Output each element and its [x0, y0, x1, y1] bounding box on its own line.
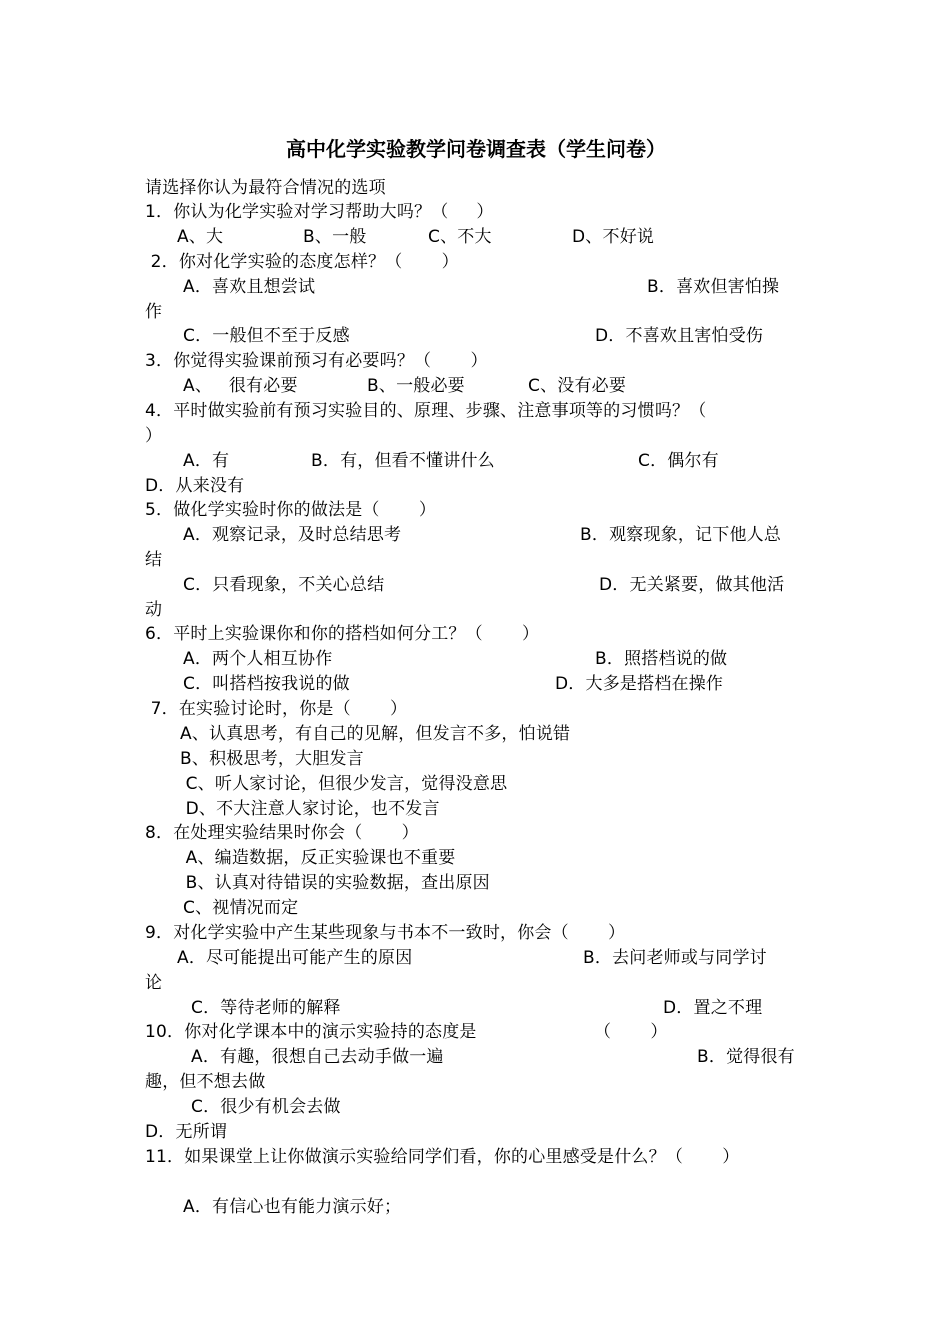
q5-option-d: D．无关紧要，做其他活 [599, 575, 785, 595]
q10-option-b: B．觉得很有 [697, 1047, 795, 1067]
q5-option-b-wrap: 结 [145, 550, 163, 570]
q5-option-b: B．观察现象，记下他人总 [580, 525, 782, 545]
q3-option-c: C、没有必要 [528, 376, 627, 396]
q8-option-b: B、认真对待错误的实验数据，查出原因 [180, 873, 490, 893]
q9-option-d: D．置之不理 [663, 998, 763, 1018]
q9-option-a: A．尽可能提出可能产生的原因 [177, 948, 413, 968]
q10-option-b-wrap: 趣，但不想去做 [145, 1072, 266, 1092]
q2-option-b: B．喜欢但害怕操 [647, 277, 780, 297]
q1-option-a: A、大 [177, 227, 224, 247]
q10-option-c: C．很少有机会去做 [191, 1097, 341, 1117]
q2-option-c: C．一般但不至于反感 [183, 326, 350, 346]
q3-option-b: B、一般必要 [367, 376, 465, 396]
q4-option-a: A．有 [183, 451, 230, 471]
q5-option-d-wrap: 动 [145, 600, 163, 620]
q2-option-b-wrap: 作 [145, 302, 163, 322]
q7-option-c: C、听人家讨论，但很少发言，觉得没意思 [180, 774, 508, 794]
q4-stem-wrap: ） [145, 426, 163, 446]
q3-option-a: A、 很有必要 [183, 376, 298, 396]
q4-option-d: D．从来没有 [145, 476, 245, 496]
q8-stem: 8．在处理实验结果时你会（ ） [145, 823, 419, 843]
q5-stem: 5．做化学实验时你的做法是（ ） [145, 500, 437, 520]
q6-stem: 6．平时上实验课你和你的搭档如何分工？（ ） [145, 624, 540, 644]
q4-stem: 4．平时做实验前有预习实验目的、原理、步骤、注意事项等的习惯吗？（ [145, 401, 707, 421]
q1-option-d: D、不好说 [572, 227, 655, 247]
page-title: 高中化学实验教学问卷调查表（学生问卷） [286, 137, 666, 161]
q3-stem: 3．你觉得实验课前预习有必要吗？（ ） [145, 351, 488, 371]
q2-stem: 2．你对化学实验的态度怎样？（ ） [145, 252, 459, 272]
q7-option-a: A、认真思考，有自己的见解，但发言不多，怕说错 [180, 724, 571, 744]
q8-option-a: A、编造数据，反正实验课也不重要 [180, 848, 456, 868]
q10-stem: 10．你对化学课本中的演示实验持的态度是 [145, 1022, 477, 1042]
q4-option-b: B．有，但看不懂讲什么 [311, 451, 495, 471]
q1-stem: 1．你认为化学实验对学习帮助大吗？（ ） [145, 202, 494, 222]
q6-option-b: B．照搭档说的做 [595, 649, 728, 669]
q9-option-c: C．等待老师的解释 [191, 998, 341, 1018]
q6-option-c: C．叫搭档按我说的做 [183, 674, 350, 694]
q7-option-b: B、积极思考，大胆发言 [180, 749, 364, 769]
q5-option-a: A．观察记录，及时总结思考 [183, 525, 402, 545]
q7-option-d: D、不大注意人家讨论，也不发言 [180, 799, 440, 819]
q1-option-c: C、不大 [428, 227, 492, 247]
q11-stem: 11．如果课堂上让你做演示实验给同学们看，你的心里感受是什么？（ ） [145, 1147, 740, 1167]
q11-option-a: A．有信心也有能力演示好； [183, 1197, 402, 1217]
q9-option-b-wrap: 论 [145, 973, 163, 993]
instruction: 请选择你认为最符合情况的选项 [145, 178, 386, 198]
q10-answer-paren: （ ） [594, 1022, 668, 1042]
q6-option-a: A．两个人相互协作 [183, 649, 333, 669]
q7-stem: 7．在实验讨论时，你是（ ） [145, 699, 408, 719]
q9-option-b: B．去问老师或与同学讨 [583, 948, 767, 968]
q9-stem: 9．对化学实验中产生某些现象与书本不一致时，你会（ ） [145, 923, 626, 943]
q4-option-c: C．偶尔有 [638, 451, 719, 471]
q2-option-a: A．喜欢且想尝试 [183, 277, 316, 297]
q6-option-d: D．大多是搭档在操作 [555, 674, 724, 694]
q2-option-d: D．不喜欢且害怕受伤 [595, 326, 764, 346]
q5-option-c: C．只看现象，不关心总结 [183, 575, 385, 595]
q8-option-c: C、视情况而定 [183, 898, 299, 918]
q1-option-b: B、一般 [303, 227, 367, 247]
q10-option-a: A．有趣，很想自己去动手做一遍 [191, 1047, 444, 1067]
q10-option-d: D．无所谓 [145, 1122, 228, 1142]
